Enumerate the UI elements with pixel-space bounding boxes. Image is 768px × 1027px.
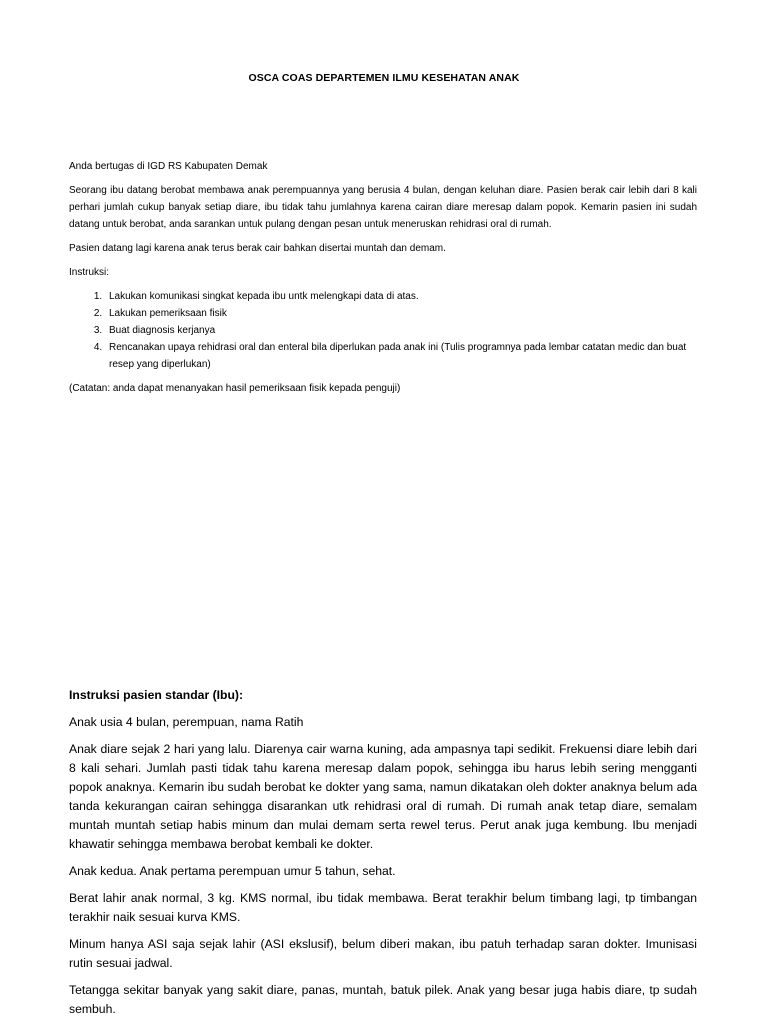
case-paragraph: Seorang ibu datang berobat membawa anak perempuannya yang berusia 4 bulan, dengan keluhan diare. Pasien berak cair lebih dari 8 kali perhari jumlah cukup banyak setiap diare, ibu tidak tahu jumlahnya karena cairan diare meresap dalam popok. Kemarin pasien ini sudah datang untuk berobat, anda sarankan untuk pulang dengan pesan untuk meneruskan rehidrasi oral di rumah. xyxy=(69,185,697,230)
instructions-list xyxy=(69,288,697,373)
document-title: OSCA COAS DEPARTEMEN ILMU KESEHATAN ANAK xyxy=(248,72,520,84)
exam-scenario-section xyxy=(69,158,697,404)
patient-paragraph: Anak kedua. Anak pertama perempuan umur 5 tahun, sehat. xyxy=(69,864,396,878)
patient-paragraph: Anak diare sejak 2 hari yang lalu. Diarenya cair warna kuning, ada ampasnya tapi sedikit. Frekuensi diare lebih dari 8 kali sehari. Jumlah pasti tidak tahu karena meresap dalam popok, sehingga ibu harus lebih sering mengganti popok anaknya. Kemarin ibu sudah berobat ke dokter yang sama, namun dikatakan oleh dokter anaknya belum ada tanda kekurangan cairan sehingga disarankan utk rehidrasi oral di rumah. Di rumah anak tetap diare, semalam muntah muntah setiap habis minum dan mulai demam serta rewel terus. Perut anak juga kembung. Ibu menjadi khawatir sehingga membawa berobat kembali ke dokter. xyxy=(69,742,697,851)
instruction-item: 3. Buat diagnosis kerjanya xyxy=(105,322,697,339)
return-paragraph: Pasien datang lagi karena anak terus berak cair bahkan disertai muntah dan demam. xyxy=(69,243,446,254)
examiner-note: (Catatan: anda dapat menanyakan hasil pemeriksaan fisik kepada penguji) xyxy=(69,383,401,394)
standard-patient-section xyxy=(69,686,697,1027)
standard-patient-heading: Instruksi pasien standar (Ibu): xyxy=(69,688,244,702)
patient-paragraph: Minum hanya ASI saja sejak lahir (ASI ekslusif), belum diberi makan, ibu patuh terhadap saran dokter. Imunisasi rutin sesuai jadwal. xyxy=(69,937,697,970)
patient-paragraph: Anak usia 4 bulan, perempuan, nama Ratih xyxy=(69,715,304,729)
intro-text: Anda bertugas di IGD RS Kabupaten Demak xyxy=(69,161,268,172)
instruction-item: 2. Lakukan pemeriksaan fisik xyxy=(105,305,697,322)
patient-paragraph: Berat lahir anak normal, 3 kg. KMS normal, ibu tidak membawa. Berat terakhir belum timbang lagi, tp timbangan terakhir naik sesuai kurva KMS. xyxy=(69,891,697,924)
patient-paragraph: Tetangga sekitar banyak yang sakit diare, panas, muntah, batuk pilek. Anak yang besar juga habis diare, tp sudah sembuh. xyxy=(69,983,697,1016)
instruction-item: 1. Lakukan komunikasi singkat kepada ibu untk melengkapi data di atas. xyxy=(105,288,697,305)
instruction-item: 4. Rencanakan upaya rehidrasi oral dan enteral bila diperlukan pada anak ini (Tulis programnya pada lembar catatan medic dan buat resep yang diperlukan) xyxy=(105,339,697,373)
instructions-label: Instruksi: xyxy=(69,267,110,278)
